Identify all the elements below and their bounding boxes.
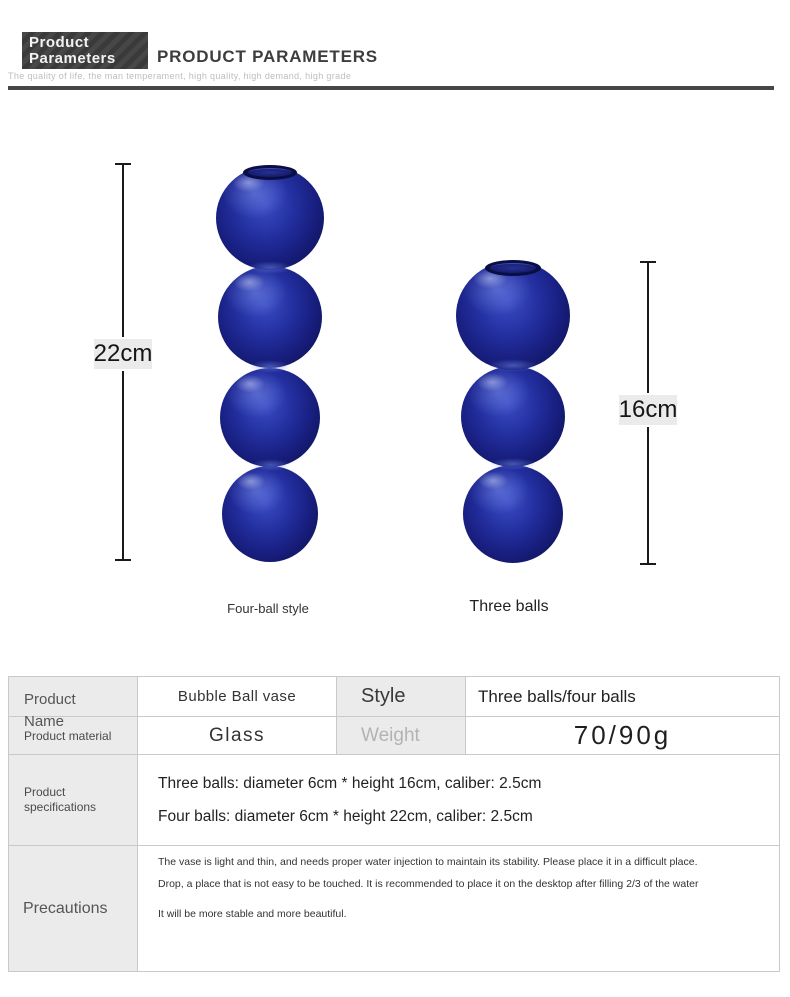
badge-line-1: Product bbox=[29, 34, 90, 51]
dimension-cap bbox=[115, 559, 131, 561]
dimension-cap bbox=[640, 563, 656, 565]
precaution-paragraph-3: It will be more stable and more beautiful. bbox=[158, 908, 347, 920]
spec-line-four-balls: Four balls: diameter 6cm * height 22cm, caliber: 2.5cm bbox=[158, 808, 533, 825]
glass-ball bbox=[216, 166, 324, 270]
dimension-label-22cm: 22cm bbox=[93, 340, 153, 367]
caption-three-balls: Three balls bbox=[469, 598, 549, 615]
label-weight: Weight bbox=[337, 717, 466, 755]
glass-ball bbox=[222, 466, 318, 562]
spec-line-three-balls: Three balls: diameter 6cm * height 16cm, caliber: 2.5cm bbox=[158, 775, 542, 792]
ball-junction-highlight bbox=[249, 360, 291, 373]
value-weight: 70/90g bbox=[466, 717, 779, 755]
vase-mouth-opening bbox=[490, 263, 536, 273]
dimension-label-16cm: 16cm bbox=[618, 396, 678, 423]
product-spec-table bbox=[8, 676, 780, 972]
ball-junction-highlight bbox=[251, 459, 291, 471]
header-divider-bar bbox=[8, 86, 774, 90]
caption-four-ball-style: Four-ball style bbox=[227, 601, 309, 616]
value-product-material: Glass bbox=[138, 717, 337, 755]
label-style: Style bbox=[337, 677, 466, 717]
label-product-name bbox=[9, 677, 138, 730]
glass-ball bbox=[463, 465, 563, 563]
precaution-paragraph-2: Drop, a place that is not easy to be touched. It is recommended to place it on the desktop after filling 2/3 of the water bbox=[158, 878, 699, 890]
ball-junction-highlight bbox=[247, 261, 293, 274]
dimension-segment bbox=[122, 371, 124, 559]
glass-ball bbox=[220, 368, 320, 467]
ball-junction-highlight bbox=[487, 359, 539, 372]
badge-line-2: Parameters bbox=[29, 50, 116, 67]
value-style: Three balls/four balls bbox=[466, 677, 779, 717]
dimension-segment bbox=[647, 427, 649, 563]
glass-ball bbox=[461, 366, 565, 467]
label-product-specifications bbox=[9, 755, 138, 846]
product-parameters-badge bbox=[22, 32, 148, 69]
vase-mouth bbox=[485, 260, 541, 276]
value-product-specifications bbox=[138, 755, 779, 846]
glass-ball bbox=[218, 266, 322, 368]
ball-junction-highlight bbox=[489, 458, 537, 470]
dimension-line-22cm bbox=[88, 163, 158, 561]
precaution-paragraph-1: The vase is light and thin, and needs proper water injection to maintain its stability. Please place it in a difficult place. bbox=[158, 856, 698, 868]
page-title: PRODUCT PARAMETERS bbox=[157, 47, 378, 66]
dimension-line-16cm bbox=[613, 261, 683, 565]
label-product-specifications-text: Product specifications bbox=[24, 785, 97, 814]
label-product-material: Product material bbox=[9, 717, 138, 755]
tagline: The quality of life, the man temperament, high quality, high demand, high grade bbox=[8, 71, 352, 81]
vase-mouth-opening bbox=[248, 168, 292, 177]
value-precautions bbox=[138, 846, 779, 971]
label-precautions: Precautions bbox=[9, 846, 138, 971]
label-product-name-text: Product Name bbox=[24, 691, 76, 730]
vase-mouth bbox=[243, 165, 297, 180]
glass-ball bbox=[456, 261, 570, 370]
value-product-name: Bubble Ball vase bbox=[138, 677, 337, 717]
dimension-segment bbox=[122, 165, 124, 337]
dimension-segment bbox=[647, 263, 649, 393]
